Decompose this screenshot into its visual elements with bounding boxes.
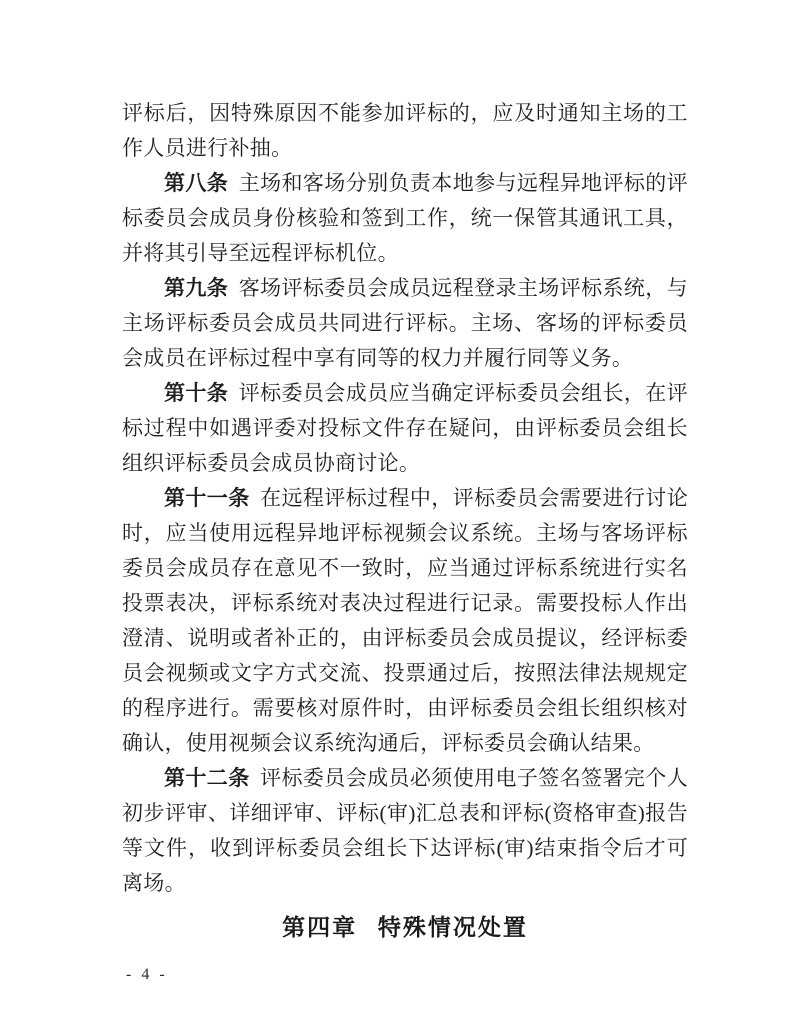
chapter-title: 特殊情况处置 xyxy=(377,914,528,940)
article-number: 第八条 xyxy=(164,172,229,195)
chapter-number: 第四章 xyxy=(282,914,358,940)
paragraph xyxy=(122,96,688,166)
document-body xyxy=(122,96,688,947)
chapter-heading xyxy=(122,907,688,947)
paragraph-text: 评标委员会成员应当确定评标委员会组长，在评标过程中如遇评委对投标文件存在疑问，由评标委员会组长组织评标委员会成员协商讨论。 xyxy=(122,381,688,475)
paragraph xyxy=(122,271,688,376)
article-number: 第十条 xyxy=(164,382,229,405)
article-number: 第十一条 xyxy=(164,487,250,510)
article-number: 第九条 xyxy=(164,277,229,300)
paragraph-text: 在远程评标过程中，评标委员会需要进行讨论时，应当使用远程异地评标视频会议系统。主场与客场评标委员会成员存在意见不一致时，应当通过评标系统进行实名投票表决，评标系统对表决过程进行记录。需要投标人作出澄清、说明或者补正的，由评标委员会成员提议，经评标委员会视频或文字方式交流、投票通过后，按照法律法规规定的程序进行。需要核对原件时，由评标委员会组长组织核对确认，使用视频会议系统沟通后，评标委员会确认结果。 xyxy=(122,486,689,755)
paragraph-text: 评标后，因特殊原因不能参加评标的，应及时通知主场的工作人员进行补抽。 xyxy=(122,101,688,160)
article-number: 第十二条 xyxy=(164,767,250,790)
paragraph-text: 客场评标委员会成员远程登录主场评标系统，与主场评标委员会成员共同进行评标。主场、客场的评标委员会成员在评标过程中享有同等的权力并履行同等义务。 xyxy=(122,276,688,370)
paragraph xyxy=(122,761,688,901)
page-number: - 4 - xyxy=(126,966,168,983)
paragraph xyxy=(122,481,688,761)
paragraph-text: 评标委员会成员必须使用电子签名签署完个人初步评审、详细评审、评标(审)汇总表和评标(资格审查)报告等文件，收到评标委员会组长下达评标(审)结束指令后才可离场。 xyxy=(122,766,689,895)
paragraph-text: 主场和客场分别负责本地参与远程异地评标的评标委员会成员身份核验和签到工作，统一保管其通讯工具，并将其引导至远程评标机位。 xyxy=(122,171,688,265)
paragraph xyxy=(122,166,688,271)
paragraph xyxy=(122,376,688,481)
